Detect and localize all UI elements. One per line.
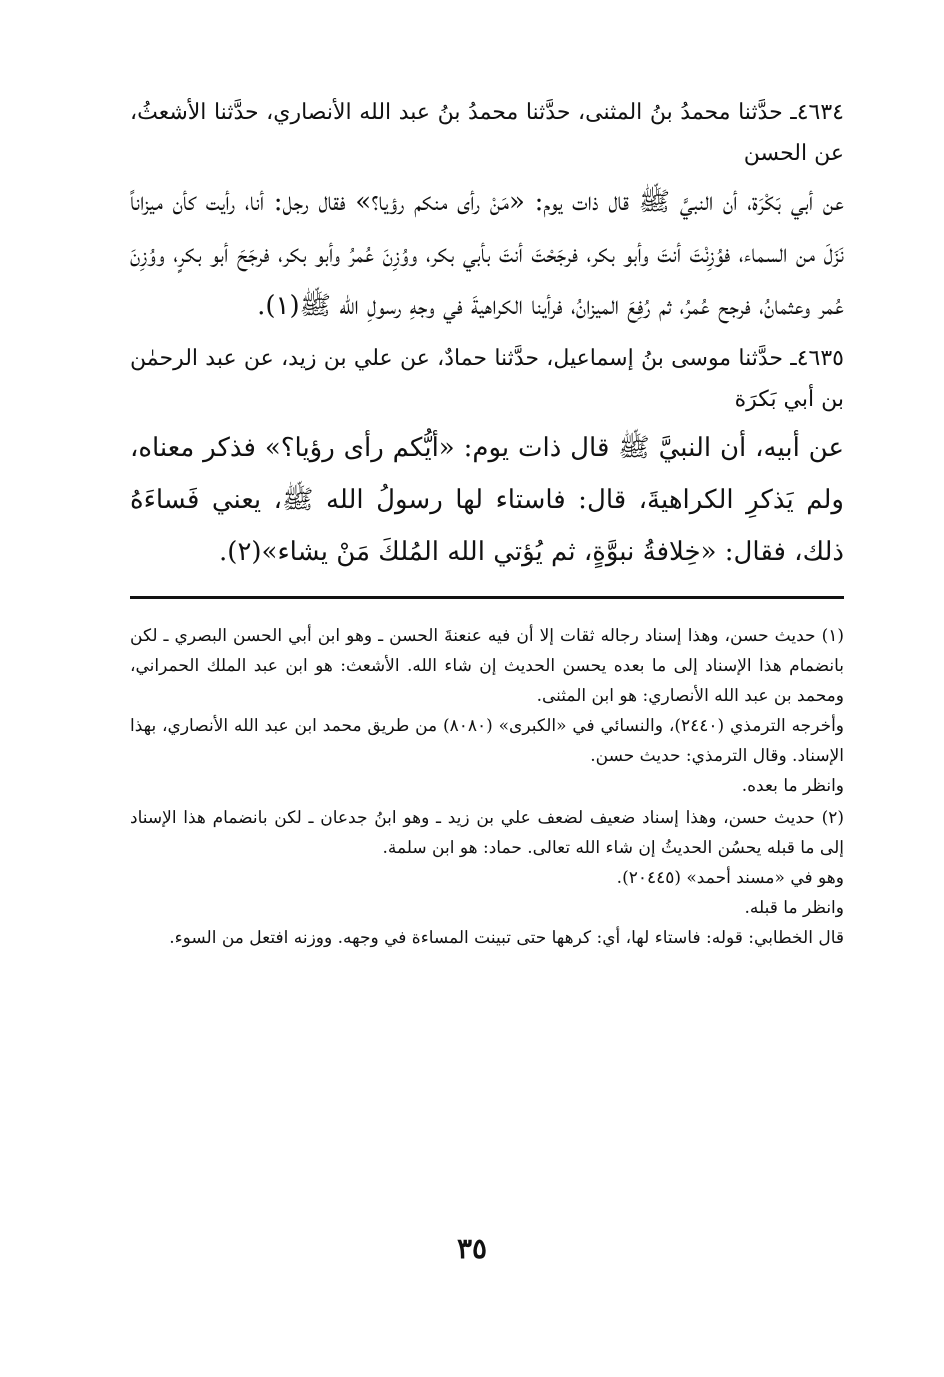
hadith-4635-isnad: ٤٦٣٥ـ حدَّثنا موسى بنُ إسماعيل، حدَّثنا حمادٌ، عن علي بن زيد، عن عبد الرحمٰن بن أبي بَكرَة xyxy=(130,346,844,412)
hadith-4634-isnad: ٤٦٣٤ـ حدَّثنا محمدُ بنُ المثنى، حدَّثنا محمدُ بنُ عبد الله الأنصاري، حدَّثنا الأشعثُ، عن الحسن xyxy=(130,100,844,166)
footnote-separator xyxy=(130,596,844,599)
footnote-1-takhrij: وأخرجه الترمذي (٢٤٤٠)، والنسائي في «الكبرى» (٨٠٨٠) من طريق محمد ابن عبد الله الأنصاري، بهذا الإسناد. وقال الترمذي: حديث حسن. xyxy=(130,716,845,766)
hadith-4635-matn: عن أبيه، أن النبيَّ ﷺ قال ذات يوم: «أيُّكم رأى رؤيا؟» فذكر معناه، ولم يَذكرِ الكراهيةَ، قال: فاستاء لها رسولُ الله ﷺ، يعني فَساءَهُ ذلك، فقال: «خِلافةُ نبوَّةٍ، ثم يُؤتي الله المُلكَ مَنْ يشاء»(٢). xyxy=(130,433,844,567)
page-number: ٣٥ xyxy=(456,1232,488,1265)
footnote-2-text: (٢) حديث حسن، وهذا إسناد ضعيف لضعف علي بن زيد ـ وهو ابنُ جدعان ـ لكن بانضمام هذا الإسناد إلى ما قبله يحسُن الحديثُ إن شاء الله تعالى. حماد: هو ابن سلمة. xyxy=(130,808,844,858)
footnote-2-musnad: وهو في «مسند أحمد» (٢٠٤٤٥). xyxy=(616,868,844,888)
footnote-1-text: (١) حديث حسن، وهذا إسناد رجاله ثقات إلا أن فيه عنعنةَ الحسن ـ وهو ابن أبي الحسن البصري ـ لكن بانضمام هذا الإسناد إلى ما بعده يحسن الحديث إن شاء الله. الأشعث: هو ابن عبد الملك الحمراني، ومحمد بن عبد الله الأنصاري: هو ابن المثنى. xyxy=(130,626,844,706)
hadith-4634-matn: عن أبي بَكْرَة، أن النبيَّ ﷺ قال ذات يوم: «مَنْ رأى منكم رؤيا؟» فقال رجل: أنا، رأيت كأن ميزاناً نَزَلَ من السماء، فوُزِنْتَ أنتَ وأبو بكر، فرجَحْتَ أنتَ بأبي بكر، ووُزِنَ عُمرُ وأبو بكر، فرجَحَ أبو بكرٍ، ووُزِنَ عُمر وعثمانُ، فرجح عُمرُ، ثم رُفِعَ الميزانُ، فرأينا الكراهيةَ في وجهِ رسولِ الله ﷺ(١). xyxy=(130,187,844,321)
footnote-2-khattabi: قال الخطابي: قوله: فاستاء لها، أي: كرهها حتى تبينت المساءة في وجهه. ووزنه افتعل من السوء. xyxy=(169,928,844,948)
footnote-2-see-also: وانظر ما قبله. xyxy=(744,898,844,918)
footnotes xyxy=(130,621,844,953)
footnote-1-see-also: وانظر ما بعده. xyxy=(741,776,844,796)
page-body xyxy=(130,92,844,953)
